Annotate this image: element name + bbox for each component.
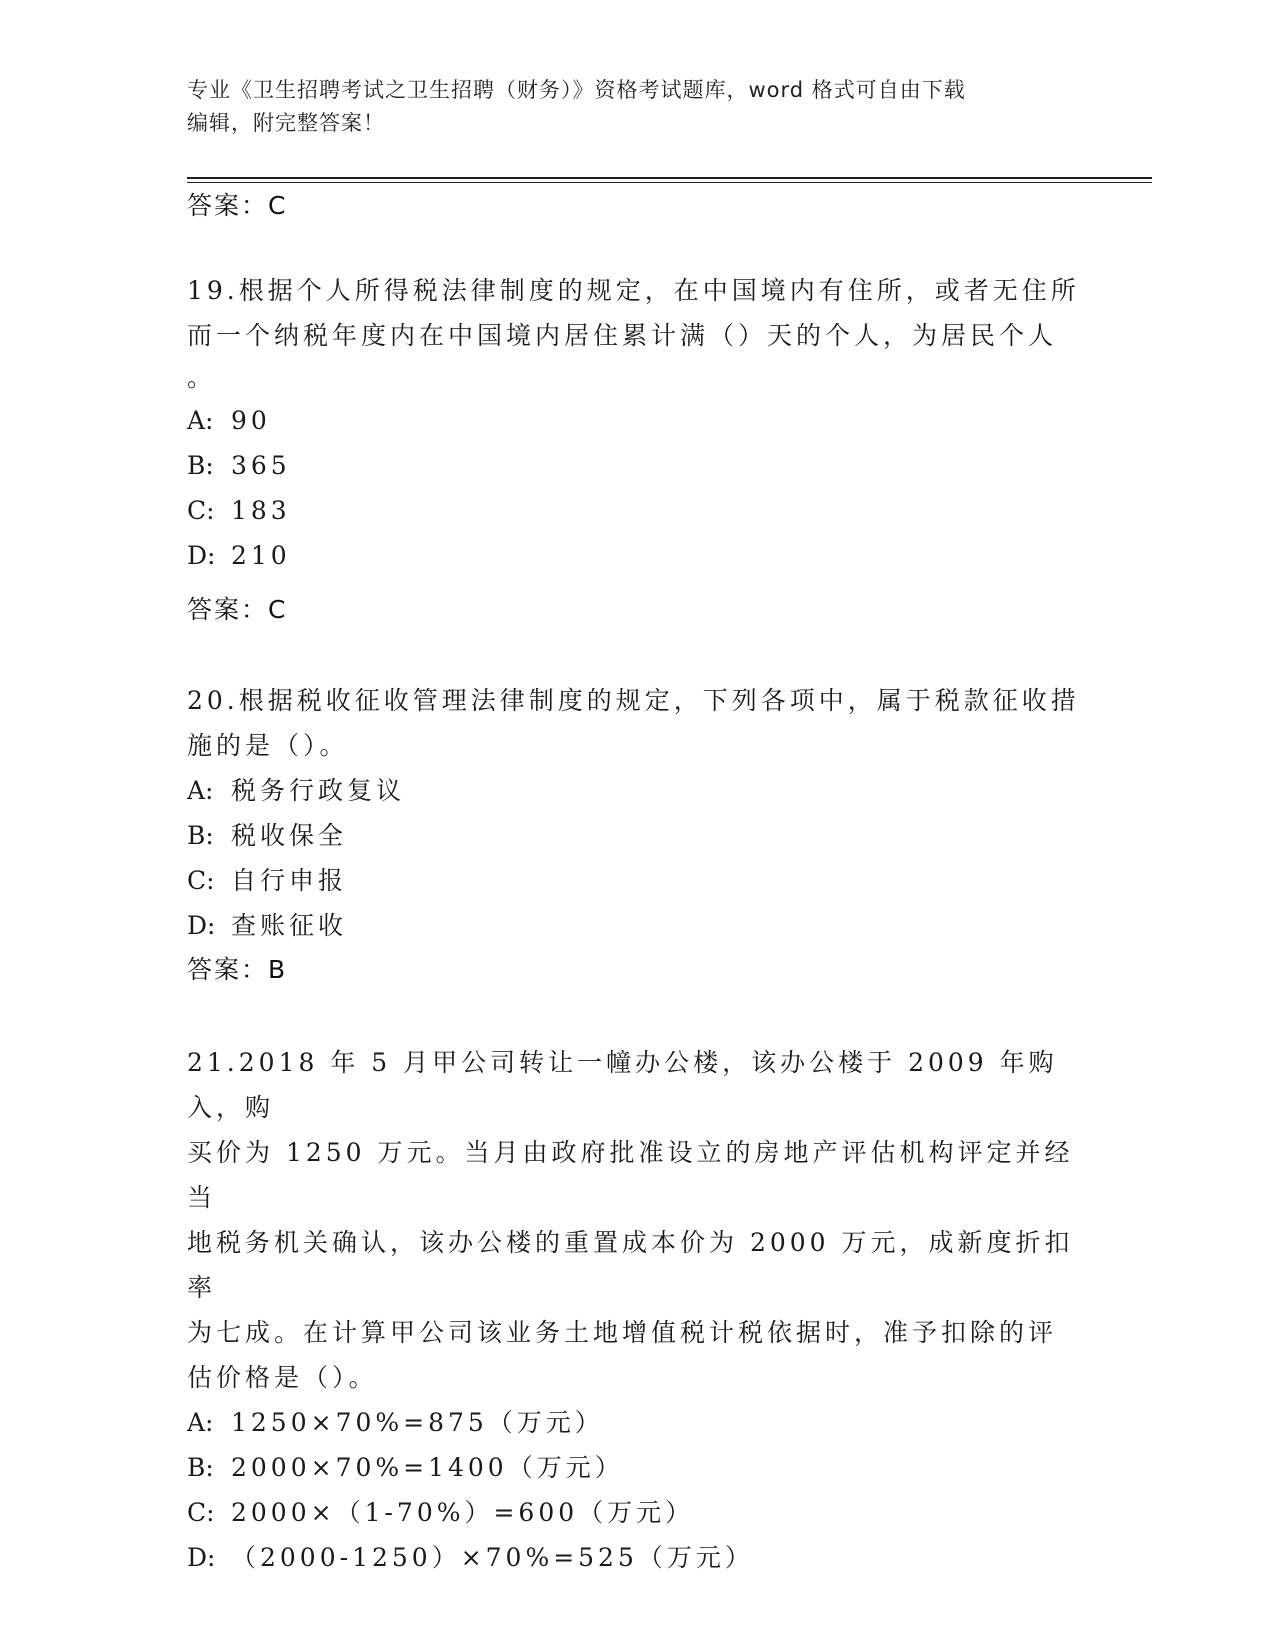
option-c bbox=[187, 858, 1087, 903]
option-c bbox=[187, 488, 1087, 533]
option-letter: A: bbox=[187, 1408, 214, 1437]
header-line-2: 编辑，附完整答案！ bbox=[187, 111, 385, 135]
answer-19: 答案：C bbox=[187, 595, 288, 624]
header-divider-thick bbox=[187, 177, 1152, 179]
document-header bbox=[187, 74, 1087, 140]
option-letter: D: bbox=[187, 541, 216, 570]
question-stem-line: 19.根据个人所得税法律制度的规定，在中国境内有住所，或者无住所 bbox=[187, 276, 1080, 305]
answer-previous: 答案：C bbox=[187, 191, 288, 220]
option-text: 183 bbox=[231, 496, 291, 525]
question-stem-line: 买价为 1250 万元。当月由政府批准设立的房地产评估机构评定并经当 bbox=[187, 1138, 1074, 1212]
option-letter: A: bbox=[187, 406, 214, 435]
option-b bbox=[187, 1445, 1087, 1490]
option-letter: C: bbox=[187, 1498, 215, 1527]
option-text: 税务行政复议 bbox=[231, 776, 406, 805]
option-text: 1250×70%=875（万元） bbox=[231, 1408, 604, 1437]
header-divider-thin bbox=[187, 182, 1152, 183]
option-d bbox=[187, 1535, 1087, 1580]
question-stem-line: 为七成。在计算甲公司该业务土地增值税计税依据时，准予扣除的评 bbox=[187, 1318, 1058, 1347]
question-stem-line: 而一个纳税年度内在中国境内居住累计满（）天的个人，为居民个人 bbox=[187, 321, 1058, 350]
option-letter: B: bbox=[187, 451, 214, 480]
option-b bbox=[187, 443, 1087, 488]
option-letter: C: bbox=[187, 866, 215, 895]
option-c bbox=[187, 1490, 1087, 1535]
option-text: 2000×70%=1400（万元） bbox=[231, 1453, 624, 1482]
question-stem-line: 。 bbox=[187, 363, 217, 392]
option-a bbox=[187, 398, 1087, 443]
question-19 bbox=[187, 268, 1087, 578]
option-text: 税收保全 bbox=[231, 821, 348, 850]
question-stem-line: 地税务机关确认，该办公楼的重置成本价为 2000 万元，成新度折扣率 bbox=[187, 1228, 1074, 1302]
option-letter: B: bbox=[187, 821, 214, 850]
option-text: 查账征收 bbox=[231, 911, 348, 940]
option-d bbox=[187, 533, 1087, 578]
answer-20: 答案：B bbox=[187, 955, 288, 984]
option-a bbox=[187, 768, 1087, 813]
option-text: 自行申报 bbox=[231, 866, 348, 895]
option-letter: A: bbox=[187, 776, 214, 805]
option-b bbox=[187, 813, 1087, 858]
header-line-1: 专业《卫生招聘考试之卫生招聘（财务）》资格考试题库，word 格式可自由下载 bbox=[187, 78, 966, 102]
option-text: 365 bbox=[231, 451, 291, 480]
question-21 bbox=[187, 1040, 1087, 1580]
question-stem-line: 20.根据税收征收管理法律制度的规定，下列各项中，属于税款征收措 bbox=[187, 686, 1080, 715]
option-text: （2000-1250）×70%=525（万元） bbox=[231, 1543, 754, 1572]
question-stem-line: 21.2018 年 5 月甲公司转让一幢办公楼，该办公楼于 2009 年购入，购 bbox=[187, 1048, 1058, 1122]
option-text: 210 bbox=[231, 541, 291, 570]
option-text: 90 bbox=[231, 406, 271, 435]
question-stem-line: 施的是（）。 bbox=[187, 731, 349, 760]
option-letter: D: bbox=[187, 911, 216, 940]
option-letter: C: bbox=[187, 496, 215, 525]
question-20 bbox=[187, 678, 1087, 948]
option-letter: D: bbox=[187, 1543, 216, 1572]
question-stem-line: 估价格是（）。 bbox=[187, 1363, 378, 1392]
option-d bbox=[187, 903, 1087, 948]
option-text: 2000×（1-70%）=600（万元） bbox=[231, 1498, 695, 1527]
option-letter: B: bbox=[187, 1453, 214, 1482]
option-a bbox=[187, 1400, 1087, 1445]
